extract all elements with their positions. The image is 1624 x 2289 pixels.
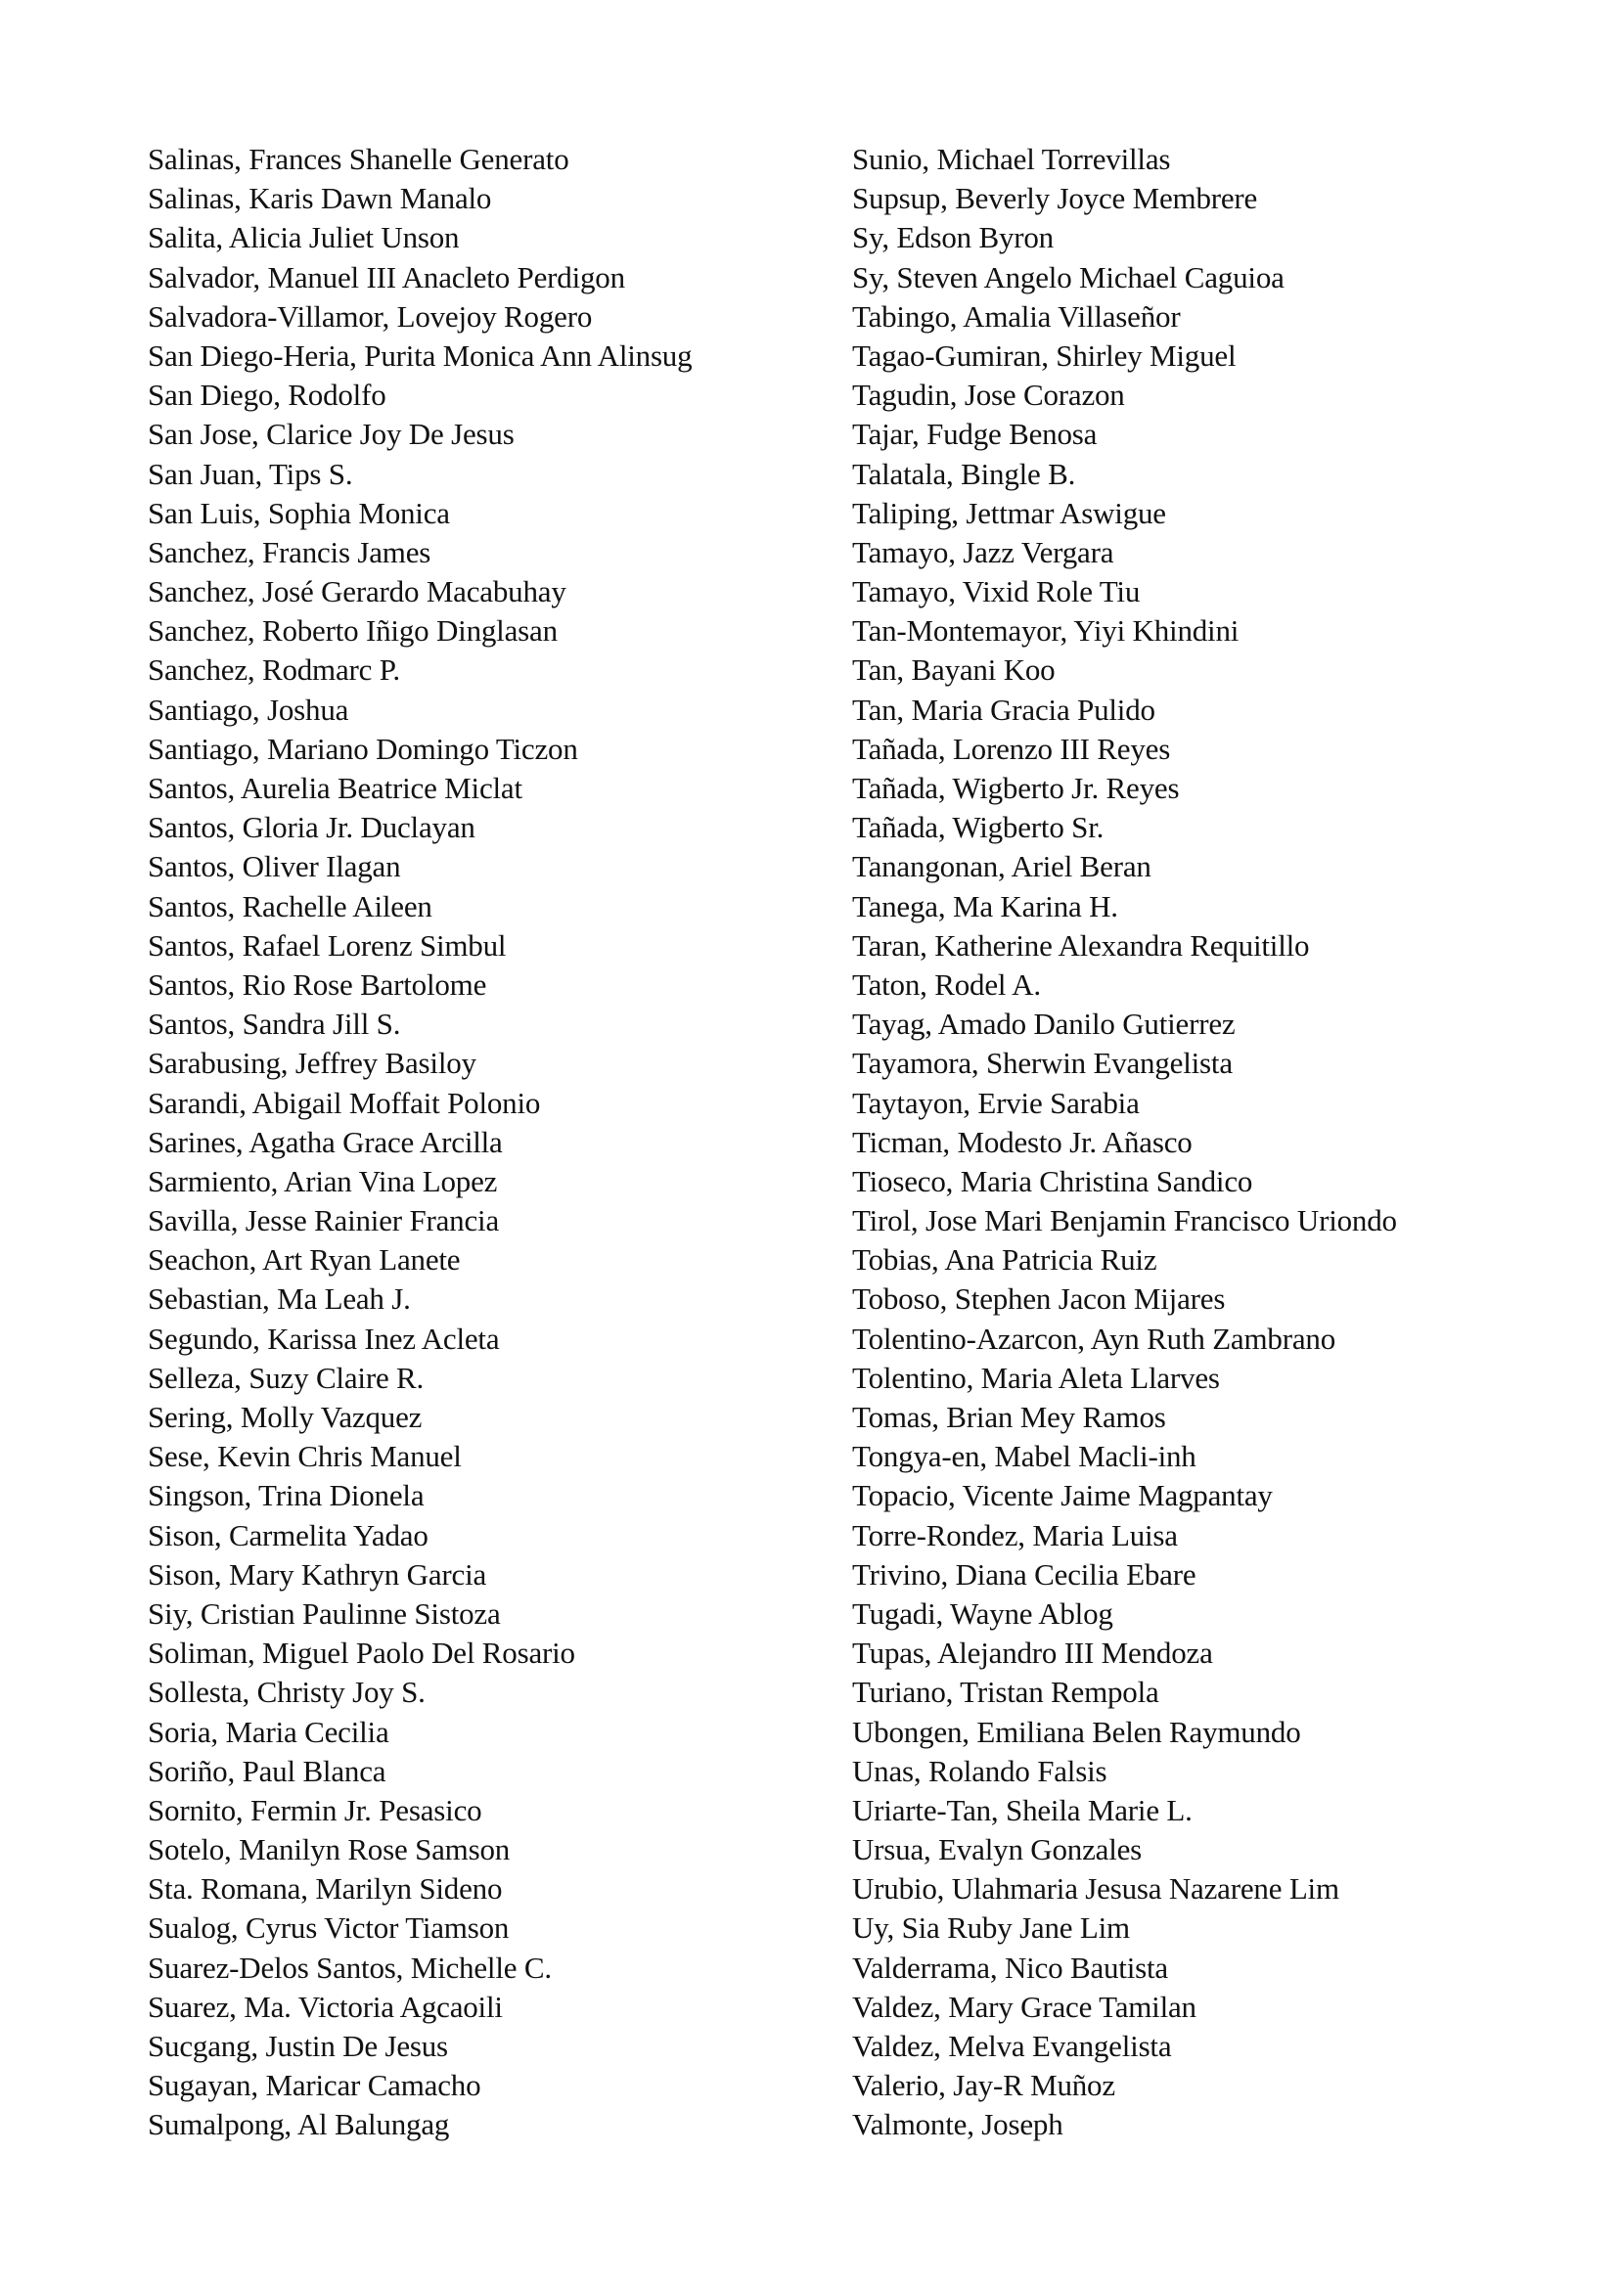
name-entry: Tayamora, Sherwin Evangelista	[852, 1046, 1233, 1081]
name-entry: Salvadora-Villamor, Lovejoy Rogero	[148, 298, 593, 334]
name-entry: Soliman, Miguel Paolo Del Rosario	[148, 1636, 575, 1671]
name-entry: Tirol, Jose Mari Benjamin Francisco Uriondo	[852, 1203, 1397, 1238]
name-entry: Singson, Trina Dionela	[148, 1478, 425, 1513]
name-entry: Seachon, Art Ryan Lanete	[148, 1242, 461, 1278]
name-entry: Sy, Steven Angelo Michael Caguioa	[852, 259, 1285, 294]
name-entry: Tanangonan, Ariel Beran	[852, 849, 1151, 884]
name-entry: Santiago, Mariano Domingo Ticzon	[148, 731, 578, 766]
name-entry: Soria, Maria Cecilia	[148, 1714, 389, 1749]
name-entry: Tamayo, Vixid Role Tiu	[852, 574, 1141, 609]
name-entry: Toboso, Stephen Jacon Mijares	[852, 1281, 1226, 1317]
name-entry: Valderrama, Nico Bautista	[852, 1950, 1168, 1985]
name-entry: Salvador, Manuel III Anacleto Perdigon	[148, 259, 625, 294]
name-entry: Tayag, Amado Danilo Gutierrez	[852, 1007, 1236, 1042]
name-entry: Sison, Carmelita Yadao	[148, 1517, 429, 1552]
name-entry: Sualog, Cyrus Victor Tiamson	[148, 1910, 510, 1946]
name-entry: Tajar, Fudge Benosa	[852, 417, 1098, 452]
name-entry: Tupas, Alejandro III Mendoza	[852, 1636, 1213, 1671]
name-entry: Santos, Aurelia Beatrice Miclat	[148, 771, 522, 805]
name-entry: Valdez, Mary Grace Tamilan	[852, 1989, 1196, 2024]
name-entry: Tongya-en, Mabel Macli-inh	[852, 1439, 1196, 1474]
name-entry: Salita, Alicia Juliet Unson	[148, 220, 460, 255]
name-entry: Turiano, Tristan Rempola	[852, 1675, 1159, 1710]
name-entry: Santos, Rio Rose Bartolome	[148, 966, 487, 1002]
name-entry: Sanchez, José Gerardo Macabuhay	[148, 574, 566, 609]
name-entry: Sese, Kevin Chris Manuel	[148, 1439, 462, 1474]
name-entry: Tagudin, Jose Corazon	[852, 378, 1125, 413]
name-entry: San Jose, Clarice Joy De Jesus	[148, 417, 515, 452]
name-entry: Tanega, Ma Karina H.	[852, 888, 1118, 923]
name-entry: Sotelo, Manilyn Rose Samson	[148, 1832, 511, 1867]
name-entry: San Diego, Rodolfo	[148, 378, 386, 413]
name-entry: Unas, Rolando Falsis	[852, 1753, 1107, 1788]
name-entry: Savilla, Jesse Rainier Francia	[148, 1203, 500, 1238]
name-entry: Sanchez, Roberto Iñigo Dinglasan	[148, 613, 558, 649]
name-entry: Sanchez, Francis James	[148, 534, 431, 569]
name-entry: Suarez, Ma. Victoria Agcaoili	[148, 1989, 503, 2024]
name-entry: Sarabusing, Jeffrey Basiloy	[148, 1046, 476, 1081]
name-entry: Trivino, Diana Cecilia Ebare	[852, 1556, 1196, 1592]
name-entry: Soriño, Paul Blanca	[148, 1753, 386, 1788]
name-entry: Uy, Sia Ruby Jane Lim	[852, 1910, 1130, 1946]
name-entry: Taran, Katherine Alexandra Requitillo	[852, 927, 1310, 963]
name-entry: Uriarte-Tan, Sheila Marie L.	[852, 1792, 1193, 1827]
name-entry: Tioseco, Maria Christina Sandico	[852, 1163, 1253, 1198]
name-entry: Valmonte, Joseph	[852, 2107, 1063, 2142]
name-entry: Sollesta, Christy Joy S.	[148, 1675, 426, 1710]
name-entry: Tamayo, Jazz Vergara	[852, 534, 1114, 569]
name-entry: Tan-Montemayor, Yiyi Khindini	[852, 613, 1240, 649]
name-entry: Suarez-Delos Santos, Michelle C.	[148, 1950, 552, 1985]
name-entry: Santiago, Joshua	[148, 692, 349, 727]
name-entry: Sornito, Fermin Jr. Pesasico	[148, 1792, 482, 1827]
name-entry: Salinas, Frances Shanelle Generato	[148, 142, 569, 176]
name-entry: Tolentino-Azarcon, Ayn Ruth Zambrano	[852, 1321, 1335, 1356]
name-entry: Sta. Romana, Marilyn Sideno	[148, 1871, 503, 1907]
name-entry: Tobias, Ana Patricia Ruiz	[852, 1242, 1157, 1278]
name-entry: Sunio, Michael Torrevillas	[852, 142, 1171, 176]
name-entry: Sumalpong, Al Balungag	[148, 2107, 450, 2142]
name-entry: Santos, Sandra Jill S.	[148, 1007, 401, 1042]
name-entry: Ubongen, Emiliana Belen Raymundo	[852, 1714, 1301, 1749]
name-entry: Sison, Mary Kathryn Garcia	[148, 1556, 487, 1592]
name-entry: Selleza, Suzy Claire R.	[148, 1360, 425, 1395]
name-column-left	[148, 140, 692, 2145]
name-entry: Siy, Cristian Paulinne Sistoza	[148, 1595, 501, 1631]
name-entry: Tagao-Gumiran, Shirley Miguel	[852, 337, 1237, 373]
name-entry: Sarandi, Abigail Moffait Polonio	[148, 1085, 541, 1120]
name-entry: Taton, Rodel A.	[852, 966, 1041, 1002]
name-entry: Taytayon, Ervie Sarabia	[852, 1085, 1140, 1120]
name-entry: Torre-Rondez, Maria Luisa	[852, 1517, 1178, 1552]
name-entry: Santos, Gloria Jr. Duclayan	[148, 810, 475, 845]
name-entry: Sucgang, Justin De Jesus	[148, 2029, 448, 2063]
name-entry: Topacio, Vicente Jaime Magpantay	[852, 1478, 1273, 1513]
name-entry: Supsup, Beverly Joyce Membrere	[852, 181, 1258, 216]
name-entry: Sering, Molly Vazquez	[148, 1400, 423, 1434]
name-entry: San Diego-Heria, Purita Monica Ann Alinsug	[148, 337, 693, 373]
name-entry: Urubio, Ulahmaria Jesusa Nazarene Lim	[852, 1871, 1339, 1907]
name-entry: Ursua, Evalyn Gonzales	[852, 1832, 1143, 1867]
name-entry: Valerio, Jay-R Muñoz	[852, 2068, 1115, 2103]
name-entry: Tabingo, Amalia Villaseñor	[852, 298, 1181, 334]
name-entry: Segundo, Karissa Inez Acleta	[148, 1321, 500, 1356]
name-entry: Tugadi, Wayne Ablog	[852, 1595, 1113, 1631]
name-entry: Talatala, Bingle B.	[852, 456, 1076, 491]
name-entry: Taliping, Jettmar Aswigue	[852, 495, 1166, 530]
name-entry: Sanchez, Rodmarc P.	[148, 652, 400, 688]
name-entry: Valdez, Melva Evangelista	[852, 2029, 1172, 2063]
name-entry: Tan, Maria Gracia Pulido	[852, 692, 1155, 727]
name-entry: San Luis, Sophia Monica	[148, 495, 450, 530]
name-entry: Sy, Edson Byron	[852, 220, 1054, 255]
name-entry: Tomas, Brian Mey Ramos	[852, 1400, 1166, 1434]
name-entry: Tañada, Wigberto Jr. Reyes	[852, 771, 1180, 805]
name-entry: Sugayan, Maricar Camacho	[148, 2068, 481, 2103]
name-entry: San Juan, Tips S.	[148, 456, 353, 491]
name-entry: Salinas, Karis Dawn Manalo	[148, 181, 492, 216]
name-entry: Sebastian, Ma Leah J.	[148, 1281, 411, 1317]
name-entry: Sarines, Agatha Grace Arcilla	[148, 1124, 503, 1159]
name-column-right	[852, 140, 1397, 2145]
name-entry: Santos, Rafael Lorenz Simbul	[148, 927, 507, 963]
name-entry: Tañada, Lorenzo III Reyes	[852, 731, 1171, 766]
name-entry: Santos, Oliver Ilagan	[148, 849, 401, 884]
name-entry: Tan, Bayani Koo	[852, 652, 1056, 688]
name-entry: Santos, Rachelle Aileen	[148, 888, 432, 923]
name-entry: Ticman, Modesto Jr. Añasco	[852, 1124, 1193, 1159]
name-entry: Sarmiento, Arian Vina Lopez	[148, 1163, 498, 1198]
name-entry: Tañada, Wigberto Sr.	[852, 810, 1105, 845]
name-entry: Tolentino, Maria Aleta Llarves	[852, 1360, 1220, 1395]
